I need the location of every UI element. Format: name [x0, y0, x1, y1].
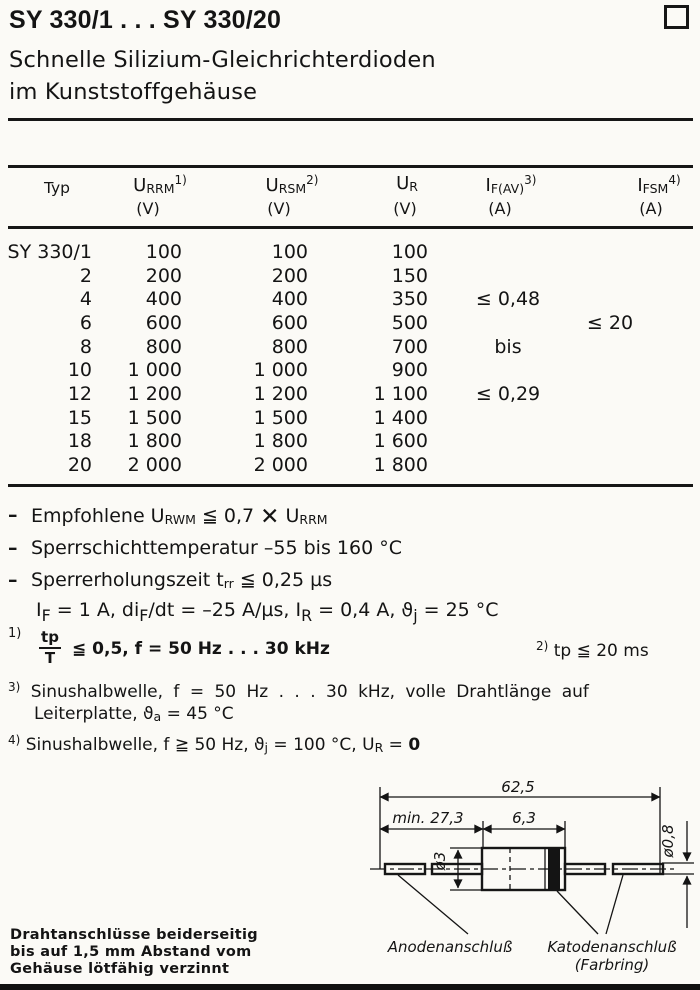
dim-lead-length-label: min. 27,3	[392, 809, 464, 827]
cell-urrm: 400	[145, 288, 182, 310]
fraction-numerator: tp	[41, 628, 59, 646]
col-header-urrm: $U_{RRM}^{1)}$	[133, 173, 187, 196]
page-subtitle-line2: im Kunststoffgehäuse	[9, 79, 258, 105]
cell-typ: 18	[67, 430, 92, 452]
cell-typ: 12	[67, 383, 92, 405]
header-divider	[8, 118, 693, 121]
cell-ifav: ≤ 0,48	[475, 288, 541, 310]
cell-ur: 1 600	[373, 430, 428, 452]
table-row	[0, 265, 700, 287]
page-bottom-edge	[0, 984, 700, 990]
cell-urrm: 1 500	[127, 407, 182, 429]
note-test-conditions: $I_F = 1$ A, $di_F/dt = -25$ A/µs, $I_R = 0,4$ A, $ϑ_j = 25$ °C	[36, 599, 499, 625]
footnote4-text: $^{4)}$ Sinushalbwelle, f ≧ 50 Hz, $ϑ_j = 100$ °C, $U_R = 0$	[8, 733, 421, 755]
cell-ursm: 400	[271, 288, 308, 310]
cell-ursm: 1 000	[253, 359, 308, 381]
cell-typ: 8	[79, 336, 92, 358]
col-unit-ifsm: (A)	[639, 199, 663, 218]
cell-typ: 20	[67, 454, 92, 476]
table-row	[0, 407, 700, 429]
cell-ur: 900	[391, 359, 428, 381]
dim-overall-label: 62,5	[501, 778, 535, 796]
footnote3-line2: Leiterplatte, $ϑ_a = 45$ °C	[34, 704, 234, 724]
cell-ur: 700	[391, 336, 428, 358]
cell-typ: 15	[67, 407, 92, 429]
dim-body-length-label: 6,3	[512, 809, 536, 827]
cell-typ: 2	[79, 265, 92, 287]
col-header-ursm: $U_{RSM}^{2)}$	[265, 173, 319, 196]
cell-typ: 4	[79, 288, 92, 310]
solderability-note-line1: Drahtanschlüsse beiderseitig	[10, 927, 258, 943]
cell-urrm: 800	[145, 336, 182, 358]
solderability-note-line2: bis auf 1,5 mm Abstand vom	[10, 944, 252, 960]
footnote1-text: ≦ 0,5, f = 50 Hz . . . 30 kHz	[72, 639, 330, 659]
footnote1-fraction	[36, 630, 64, 666]
extension-lines	[380, 787, 660, 874]
table-row	[0, 430, 700, 452]
table-row	[0, 336, 700, 358]
footnote3-line1: $^{3)}$ Sinushalbwelle, f = 50 Hz . . . 30 kHz, volle Drahtlänge auf	[8, 680, 589, 702]
cell-ur: 100	[391, 241, 428, 263]
cell-ursm: 1 800	[253, 430, 308, 452]
cell-ursm: 200	[271, 265, 308, 287]
page-subtitle-line1: Schnelle Silizium-Gleichrichterdioden	[9, 47, 436, 73]
footnote1-marker: 1)	[8, 626, 22, 641]
solderability-note-line3: Gehäuse lötfähig verzinnt	[10, 961, 230, 977]
col-header-typ: Typ	[43, 179, 71, 197]
cell-ifav: ≤ 0,29	[475, 383, 541, 405]
dimension-body-length	[483, 809, 565, 829]
cell-ur: 500	[391, 312, 428, 334]
cell-ur: 1 100	[373, 383, 428, 405]
cell-urrm: 1 000	[127, 359, 182, 381]
col-unit-ursm: (V)	[267, 199, 291, 218]
table-top-rule	[8, 165, 693, 168]
cell-ursm: 2 000	[253, 454, 308, 476]
cell-ifav: bis	[494, 336, 522, 358]
table-row	[0, 241, 700, 263]
table-header-rule	[8, 226, 693, 229]
dim-body-diameter-label: ø3	[431, 851, 449, 871]
cell-ursm: 600	[271, 312, 308, 334]
cathode-label: Katodenanschluß	[547, 938, 677, 956]
cell-ifsm: ≤ 20	[586, 312, 634, 334]
cell-ur: 1 800	[373, 454, 428, 476]
cell-urrm: 1 800	[127, 430, 182, 452]
cell-ur: 350	[391, 288, 428, 310]
table-bottom-rule	[8, 484, 693, 487]
fraction-denominator: T	[44, 649, 56, 667]
note-dash: –	[8, 504, 18, 526]
dimension-lead-length	[380, 809, 483, 829]
corner-square-icon	[664, 5, 689, 29]
col-header-ur: $U_R$	[396, 173, 418, 194]
table-row	[0, 454, 700, 476]
page-title: SY 330/1 . . . SY 330/20	[9, 6, 282, 34]
footnote2-text: $^{2)}$ tp ≦ 20 ms	[536, 639, 649, 661]
cathode-band	[548, 848, 560, 890]
package-outline-diagram	[340, 773, 700, 985]
leader-lines	[398, 875, 623, 934]
col-unit-ur: (V)	[393, 199, 417, 218]
cell-ur: 1 400	[373, 407, 428, 429]
col-unit-urrm: (V)	[136, 199, 160, 218]
cell-ursm: 1 200	[253, 383, 308, 405]
cell-urrm: 100	[145, 241, 182, 263]
col-header-ifav: $I_{F(AV)}^{3)}$	[485, 173, 537, 196]
cell-urrm: 1 200	[127, 383, 182, 405]
cell-typ: 6	[79, 312, 92, 334]
table-row	[0, 383, 700, 405]
note-dash: –	[8, 569, 18, 591]
cell-ursm: 800	[271, 336, 308, 358]
table-row	[0, 359, 700, 381]
cell-urrm: 200	[145, 265, 182, 287]
note-reverse-recovery: Sperrerholungszeit $t_{rr}$ ≦ 0,25 µs	[31, 569, 333, 591]
cell-ursm: 1 500	[253, 407, 308, 429]
cell-typ: SY 330/1	[7, 241, 92, 263]
cell-ur: 150	[391, 265, 428, 287]
note-urwm: Empfohlene $U_{RWM}$ ≦ 0,7 ✕ $U_{RRM}$	[31, 504, 328, 530]
cathode-colorband-label: (Farbring)	[574, 956, 650, 974]
cell-urrm: 2 000	[127, 454, 182, 476]
table-row	[0, 312, 700, 334]
dim-wire-diameter-label: ø0,8	[659, 824, 677, 858]
note-dash: –	[8, 537, 18, 559]
note-junction-temp: Sperrschichttemperatur –55 bis 160 °C	[31, 537, 402, 559]
table-row	[0, 288, 700, 310]
dimension-overall-length	[380, 778, 660, 797]
col-header-ifsm: $I_{FSM}^{4)}$	[637, 173, 681, 196]
dimension-wire-diameter	[659, 821, 694, 928]
cell-urrm: 600	[145, 312, 182, 334]
anode-label: Anodenanschluß	[387, 938, 513, 956]
cell-ursm: 100	[271, 241, 308, 263]
cell-typ: 10	[67, 359, 92, 381]
solderability-note	[10, 927, 258, 978]
col-unit-ifav: (A)	[488, 199, 512, 218]
